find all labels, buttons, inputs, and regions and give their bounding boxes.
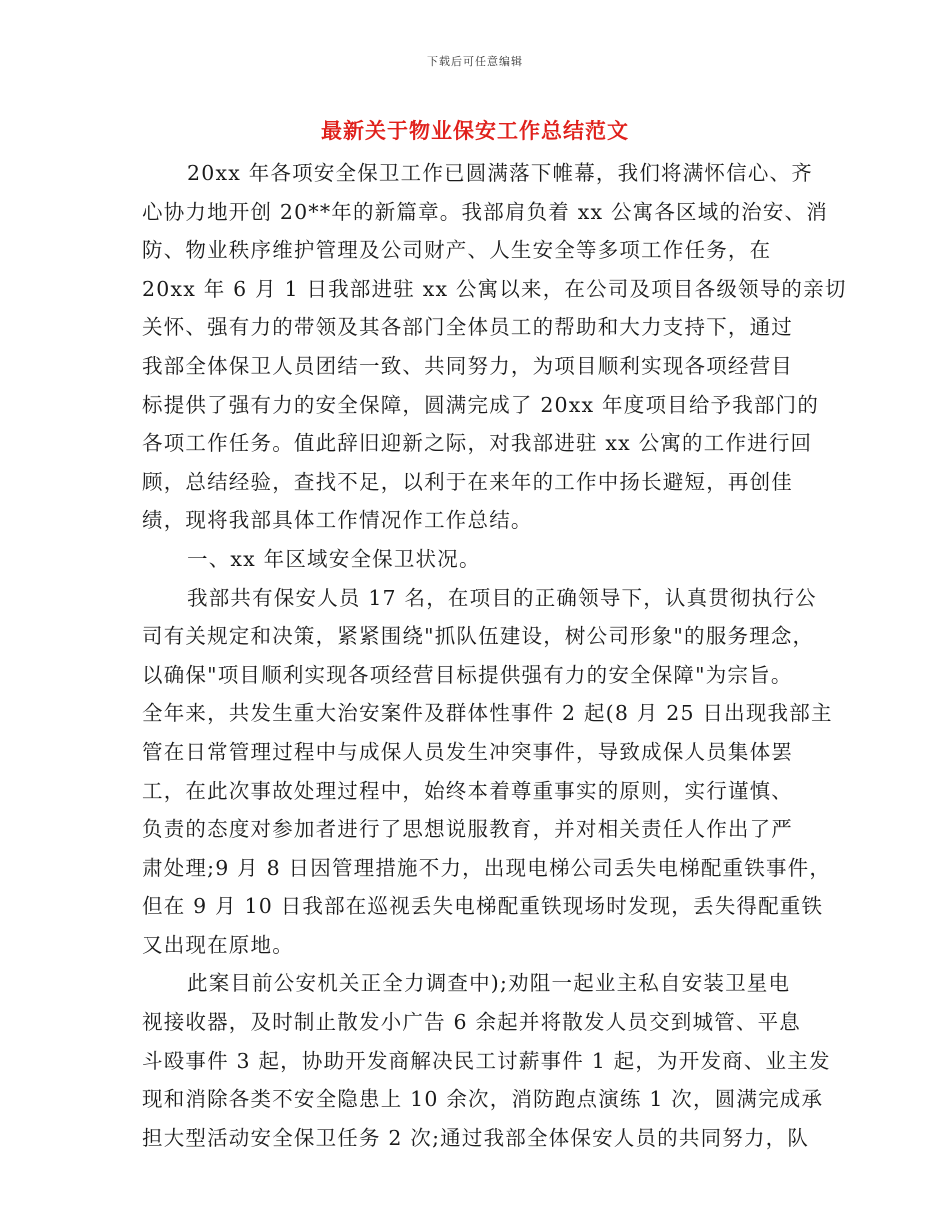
paragraph-line: 斗殴事件 3 起，协助开发商解决民工讨薪事件 1 起，为开发商、业主发 — [142, 1048, 831, 1073]
paragraph-line: 20xx 年各项安全保卫工作已圆满落下帷幕，我们将满怀信心、齐 — [187, 161, 813, 185]
paragraph-line: 我部全体保卫人员团结一致、共同努力，为项目顺利实现各项经营目 — [142, 353, 793, 378]
paragraph-line: 担大型活动安全保卫任务 2 次;通过我部全体保安人员的共同努力，队 — [142, 1125, 810, 1150]
document-body — [142, 154, 847, 1157]
paragraph-line: 又出现在原地。 — [142, 932, 294, 957]
paragraph-line: 我部共有保安人员 17 名，在项目的正确领导下，认真贯彻执行公 — [187, 585, 817, 610]
paragraph-line: 肃处理;9 月 8 日因管理措施不力，出现电梯公司丢失电梯配重铁事件， — [142, 855, 832, 880]
paragraph-line: 心协力地开创 20**年的新篇章。我部肩负着 xx 公寓各区域的治安、消 — [142, 199, 828, 224]
paragraph-line: 工，在此次事故处理过程中，始终本着尊重事实的原则，实行谨慎、 — [142, 778, 793, 803]
paragraph-line: 全年来，共发生重大治安案件及群体性事件 2 起(8 月 25 日出现我部主 — [142, 701, 833, 726]
paragraph-line: 防、物业秩序维护管理及公司财产、人生安全等多项工作任务，在 — [142, 238, 772, 263]
paragraph-line: 20xx 年 6 月 1 日我部进驻 xx 公寓以来，在公司及项目各级领导的亲切 — [142, 276, 847, 301]
header-note: 下载后可任意编辑 — [427, 55, 523, 68]
paragraph-line: 但在 9 月 10 日我部在巡视丢失电梯配重铁现场时发现，丢失得配重铁 — [142, 894, 824, 919]
paragraph-line: 标提供了强有力的安全保障，圆满完成了 20xx 年度项目给予我部门的 — [142, 392, 820, 417]
paragraph-line: 以确保"项目顺利实现各项经营目标提供强有力的安全保障"为宗旨。 — [142, 662, 793, 687]
paragraph-line: 视接收器，及时制止散发小广告 6 余起并将散发人员交到城管、平息 — [142, 1010, 801, 1035]
document-title: 最新关于物业保安工作总结范文 — [321, 118, 629, 143]
section-heading: 一、xx 年区域安全保卫状况。 — [187, 546, 481, 571]
paragraph-line: 管在日常管理过程中与成保人员发生冲突事件，导致成保人员集体罢 — [142, 739, 793, 764]
paragraph-line: 各项工作任务。值此辞旧迎新之际，对我部进驻 xx 公寓的工作进行回 — [142, 431, 813, 456]
paragraph-line: 此案目前公安机关正全力调查中);劝阻一起业主私自安装卫星电 — [187, 971, 791, 996]
paragraph-line: 关怀、强有力的带领及其各部门全体员工的帮助和大力支持下，通过 — [142, 315, 793, 340]
paragraph-line: 顾，总结经验，查找不足，以利于在来年的工作中扬长避短，再创佳 — [142, 469, 793, 494]
paragraph-line: 司有关规定和决策，紧紧围绕"抓队伍建设，树公司形象"的服务理念， — [142, 624, 815, 649]
paragraph-line: 绩，现将我部具体工作情况作工作总结。 — [142, 508, 533, 533]
paragraph-line: 负责的态度对参加者进行了思想说服教育，并对相关责任人作出了严 — [142, 817, 793, 842]
paragraph-line: 现和消除各类不安全隐患上 10 余次，消防跑点演练 1 次，圆满完成承 — [142, 1087, 824, 1112]
